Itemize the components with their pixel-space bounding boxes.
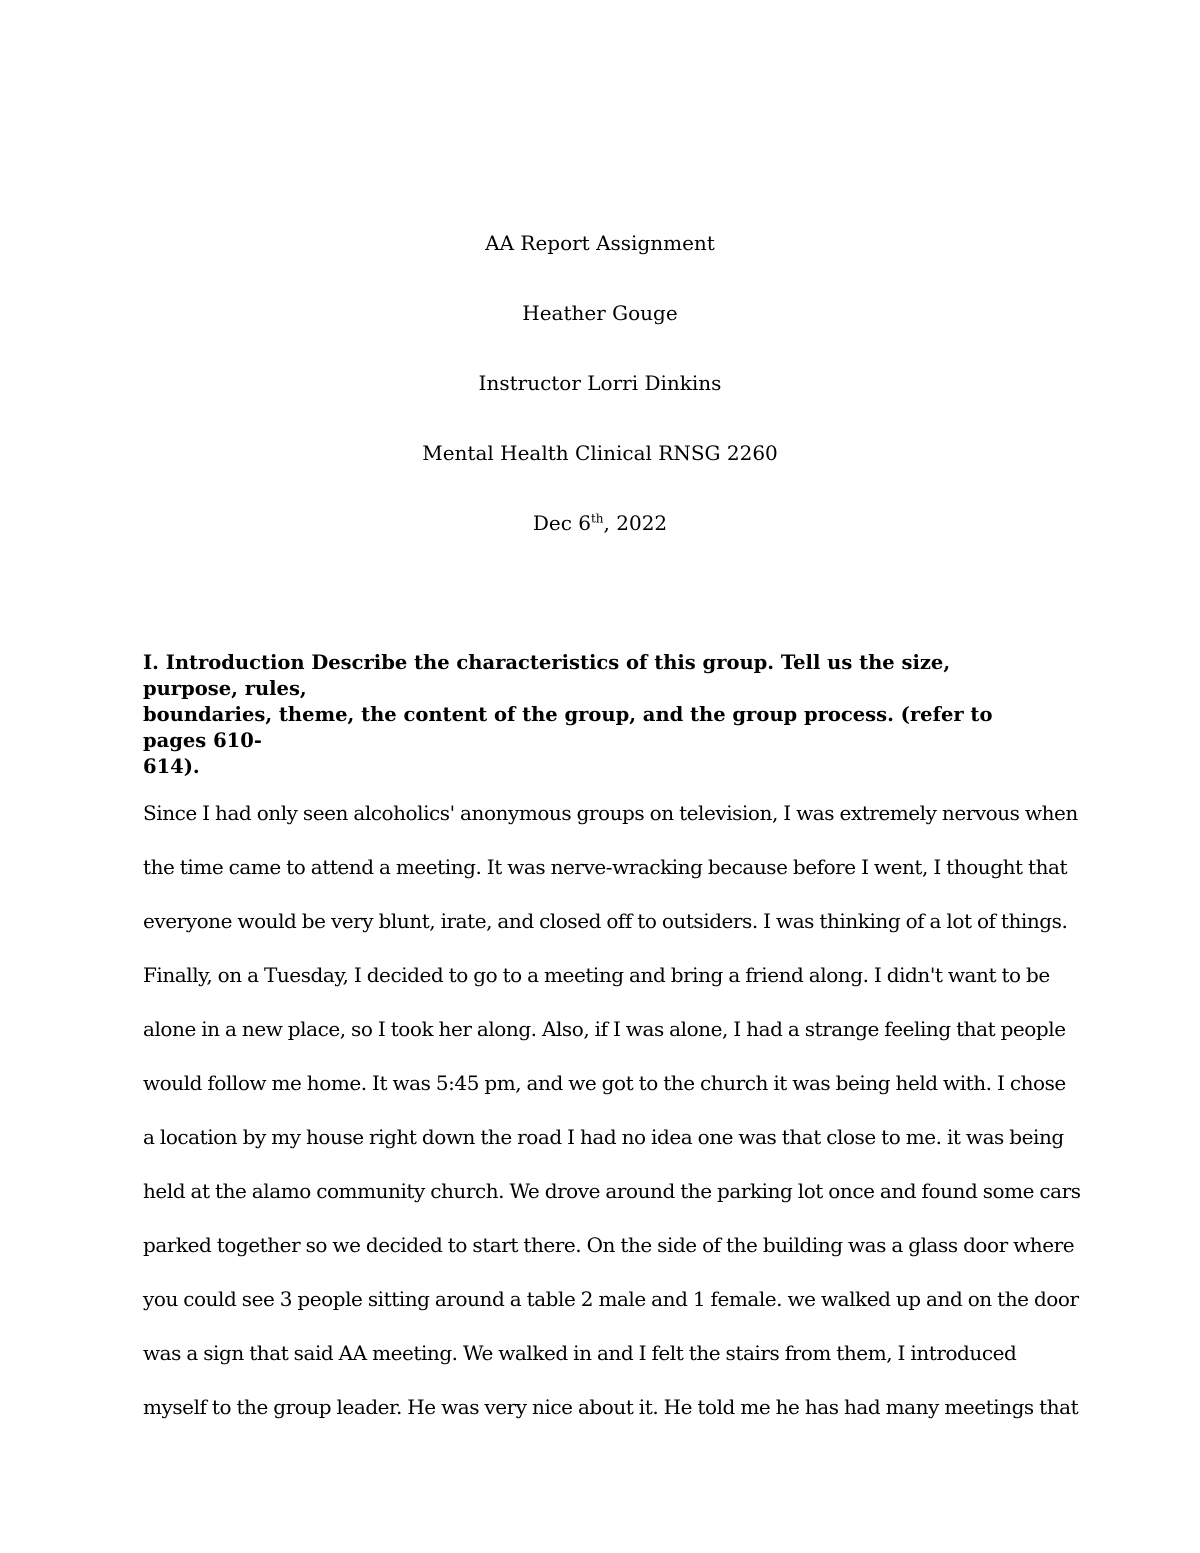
body-line: parked together so we decided to start there. On the side of the building was a glass door where <box>143 1233 1075 1257</box>
date-suffix: , 2022 <box>603 511 668 535</box>
body-line: would follow me home. It was 5:45 pm, and we got to the church it was being held with. I chose <box>143 1071 1066 1095</box>
body-line: the time came to attend a meeting. It was nerve-wracking because before I went, I thought that <box>143 855 1068 879</box>
body-paragraph <box>143 786 1083 1434</box>
body-line: Finally, on a Tuesday, I decided to go to a meeting and bring a friend along. I didn't want to be <box>143 963 1050 987</box>
body-line: myself to the group leader. He was very nice about it. He told me he has had many meetings that <box>143 1395 1079 1419</box>
body-line: alone in a new place, so I took her along. Also, if I was alone, I had a strange feeling that people <box>143 1017 1066 1041</box>
title-page-block <box>0 228 1200 578</box>
heading-line: 614). <box>143 755 200 778</box>
date-superscript: th <box>590 511 604 526</box>
body-line: everyone would be very blunt, irate, and closed off to outsiders. I was thinking of a lot of things. <box>143 909 1068 933</box>
author-name: Heather Gouge <box>522 301 678 325</box>
body-line: held at the alamo community church. We drove around the parking lot once and found some cars <box>143 1179 1081 1203</box>
body-line: was a sign that said AA meeting. We walked in and I felt the stairs from them, I introduced <box>143 1341 1017 1365</box>
course-name: Mental Health Clinical RNSG 2260 <box>422 441 778 465</box>
heading-line: I. Introduction Describe the characteristics of this group. Tell us the size, purpose, rules, <box>143 651 951 700</box>
submission-date <box>0 508 1200 578</box>
section-heading-introduction <box>143 650 1043 780</box>
body-line: Since I had only seen alcoholics' anonymous groups on television, I was extremely nervous when <box>143 801 1078 825</box>
body-line: a location by my house right down the road I had no idea one was that close to me. it was being <box>143 1125 1064 1149</box>
instructor-name: Instructor Lorri Dinkins <box>478 371 722 395</box>
body-line: you could see 3 people sitting around a table 2 male and 1 female. we walked up and on the door <box>143 1287 1079 1311</box>
date-prefix: Dec 6 <box>532 511 591 535</box>
document-title: AA Report Assignment <box>485 231 715 255</box>
heading-line: boundaries, theme, the content of the group, and the group process. (refer to pages 610- <box>143 703 993 752</box>
